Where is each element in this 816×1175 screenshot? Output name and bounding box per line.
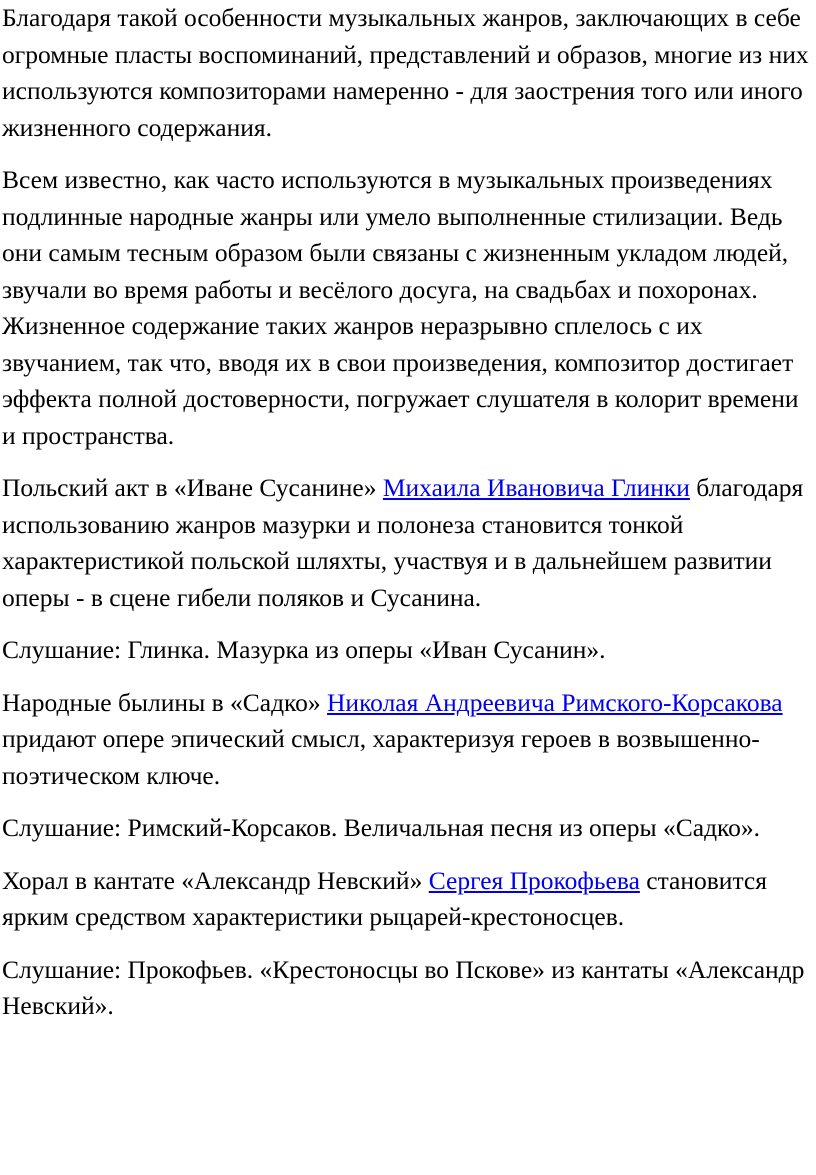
sadko-text-before: Народные былины в «Садко» <box>2 687 328 717</box>
paragraph-listening-prokofiev: Слушание: Прокофьев. «Крестоносцы во Пскове» из кантаты «Александр Невский». <box>2 954 805 1020</box>
sadko-text-after: придают опере эпический смысл, характеризуя героев в возвышенно-поэтическом ключе. <box>2 724 760 790</box>
paragraph-folk-genres: Всем известно, как часто используются в музыкальных произведениях подлинные народные жанры или умело выполненные стилизации. Ведь они самым тесным образом были связаны с жизненным укладом людей, звучали во время работы и весёлого досуга, на свадьбах и похоронах. Жизненное содержание таких жанров неразрывно сплелось с их звучанием, так что, вводя их в свои произведения, композитор достигает эффекта полной достоверности, погружает слушателя в колорит времени и пространства. <box>2 165 799 450</box>
paragraph-listening-glinka: Слушание: Глинка. Мазурка из оперы «Иван Сусанин». <box>2 635 606 664</box>
link-rimsky-korsakov[interactable]: Николая Андреевича Римского-Корсакова <box>327 687 783 717</box>
paragraph-polish-act <box>2 470 812 616</box>
polish-act-text-after: благодаря использованию жанров мазурки и полонеза становится тонкой характеристикой польской шляхты, участвуя и в дальнейшем развитии оперы - в сцене гибели поляков и Сусанина. <box>2 473 804 612</box>
paragraph-sadko-byliny <box>2 685 812 795</box>
link-prokofiev[interactable]: Сергея Прокофьева <box>428 865 640 895</box>
paragraph-listening-rimsky-korsakov: Слушание: Римский-Корсаков. Величальная песня из оперы «Садко». <box>2 813 761 842</box>
nevsky-text-after: становится ярким средством характеристики рыцарей-крестоносцев. <box>2 865 767 931</box>
paragraph-genre-memories: Благодаря такой особенности музыкальных жанров, заключающих в себе огромные пласты воспоминаний, представлений и образов, многие из них используются композиторами намеренно - для заострения того или иного жизненного содержания. <box>2 3 809 142</box>
nevsky-text-before: Хорал в кантате «Александр Невский» <box>2 865 429 895</box>
paragraph-nevsky-chorale <box>2 863 812 936</box>
polish-act-text-before: Польский акт в «Иване Сусанине» <box>2 473 383 502</box>
link-glinka[interactable]: Михаила Ивановича Глинки <box>382 473 690 502</box>
